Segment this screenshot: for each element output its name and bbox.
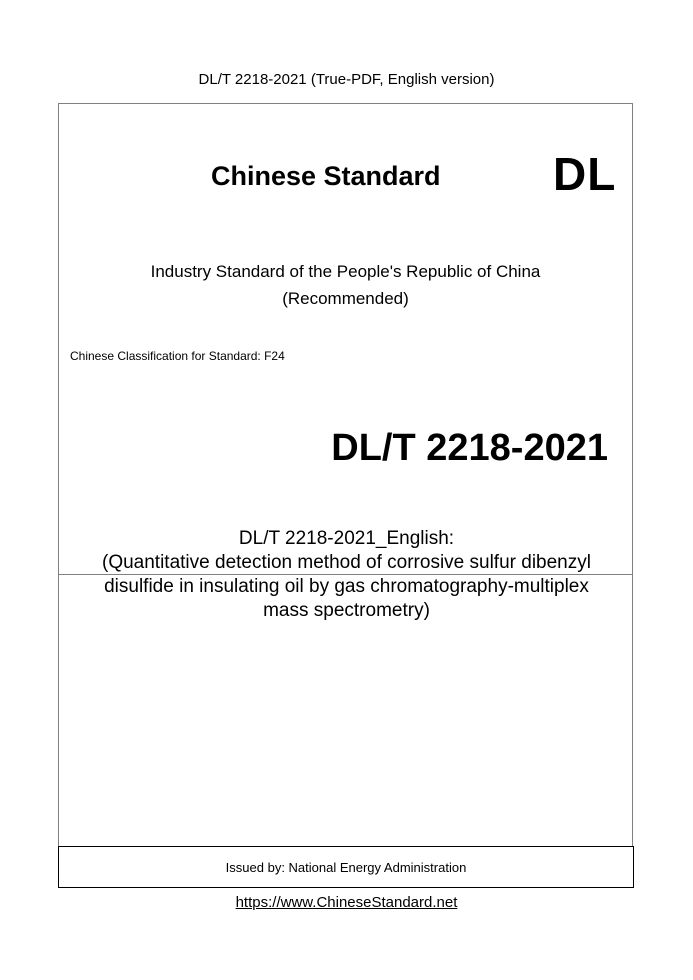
title-line: (Quantitative detection method of corrosive sulfur dibenzyl <box>102 552 591 573</box>
title-line: DL/T 2218-2021_English: <box>238 528 455 549</box>
document-header: DL/T 2218-2021 (True-PDF, English version) <box>198 71 495 88</box>
dl-logo: DL <box>553 148 617 200</box>
title-line: mass spectrometry) <box>263 600 430 621</box>
footer <box>0 894 693 911</box>
title-line: disulfide in insulating oil by gas chromatography-multiplex <box>104 576 589 597</box>
issued-by-text: Issued by: National Energy Administration <box>225 859 467 875</box>
industry-standard-line: Industry Standard of the People's Republic of China <box>150 262 541 281</box>
cover-upper-section <box>59 104 632 575</box>
recommended-line: (Recommended) <box>282 289 409 308</box>
cover-frame <box>58 103 633 885</box>
standard-number: DL/T 2218-2021 <box>331 427 608 469</box>
issued-by-bar <box>58 846 634 888</box>
website-link[interactable]: https://www.ChineseStandard.net <box>235 894 458 911</box>
standard-title <box>0 527 693 623</box>
classification-label: Chinese Classification for Standard: F24 <box>70 349 285 363</box>
cover-heading: Chinese Standard <box>211 161 441 191</box>
